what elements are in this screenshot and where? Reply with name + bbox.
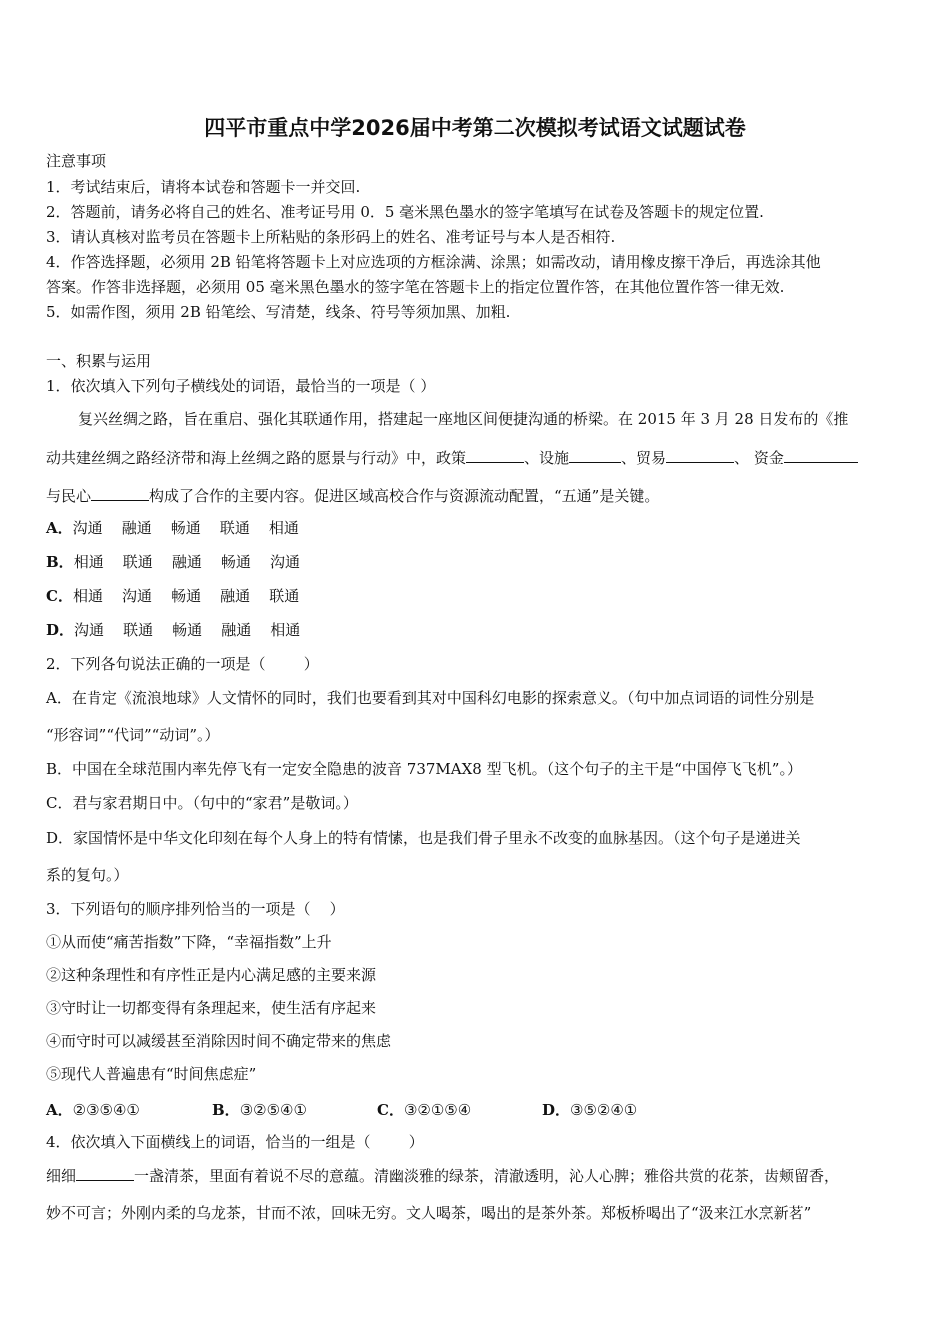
q3-item-1: ①从而使“痛苦指数”下降，“幸福指数”上升: [46, 933, 332, 951]
q1-stem: 1．依次填入下列句子横线处的词语，最恰当的一项是（ ）: [46, 377, 436, 395]
q4-stem: 4．依次填入下面横线上的词语，恰当的一组是（ ）: [46, 1133, 424, 1151]
q3-item-5: ⑤现代人普遍患有“时间焦虑症”: [46, 1065, 257, 1083]
option-text: 沟通 融通 畅通 联通 相通: [72, 519, 299, 537]
option-text: ②③⑤④①: [72, 1101, 140, 1119]
notice-item-3: 3．请认真核对监考员在答题卡上所粘贴的条形码上的姓名、准考证号与本人是否相符.: [46, 228, 616, 246]
q1-passage-line1: 复兴丝绸之路，旨在重启、强化其联通作用，搭建起一座地区间便捷沟通的桥梁。在 2015 年 3 月 28 日发布的《推: [78, 410, 849, 428]
blank-6: [76, 1166, 134, 1181]
option-letter: B．: [46, 553, 74, 571]
blank-4: [784, 448, 858, 463]
q2-option-c: C．君与家君期日中。（句中的“家君”是敬词。）: [46, 794, 358, 812]
q1-text-c: 、贸易: [621, 449, 667, 467]
q3-option-d: [542, 1099, 637, 1120]
q4-text-b: 一盏清茶，里面有着说不尽的意蕴。清幽淡雅的绿茶，清澈透明，沁人心脾；雅俗共赏的花茶，齿颊留香，: [134, 1167, 840, 1185]
blank-2: [569, 448, 621, 463]
option-letter: A．: [46, 1101, 73, 1119]
page-title: 四平市重点中学2026届中考第二次模拟考试语文试题试卷: [204, 116, 746, 140]
q1-option-c: [46, 587, 299, 605]
option-text: 沟通 联通 畅通 融通 相通: [74, 621, 301, 639]
option-letter: B．: [212, 1101, 240, 1119]
section-heading: 一、积累与运用: [46, 352, 152, 370]
option-text: 相通 沟通 畅通 融通 联通: [72, 587, 300, 605]
notice-item-4-cont: 答案。作答非选择题，必须用 05 毫米黑色墨水的签字笔在答题卡上的指定位置作答，在其他位置作答一律无效.: [46, 278, 785, 296]
q1-text-d: 、 资金: [734, 449, 784, 467]
q3-option-c: [377, 1099, 471, 1120]
option-text: ③⑤②④①: [570, 1101, 638, 1119]
option-text: 相通 联通 融通 畅通 沟通: [73, 553, 300, 571]
q4-passage-line2: 妙不可言；外刚内柔的乌龙茶，甘而不浓，回味无穷。文人喝茶，喝出的是茶外茶。郑板桥喝出了“汲来江水烹新茗”: [46, 1204, 812, 1222]
q1-option-d: [46, 621, 300, 639]
option-letter: D．: [46, 621, 75, 639]
option-letter: A．: [46, 519, 73, 537]
q2-option-d-line2: 系的复句。）: [46, 866, 129, 884]
notice-item-5: 5．如需作图，须用 2B 铅笔绘、写清楚，线条、符号等须加黑、加粗.: [46, 303, 511, 321]
notice-heading: 注意事项: [46, 152, 107, 170]
q1-option-a: [46, 519, 299, 537]
q1-option-b: [46, 553, 300, 571]
q1-text-a: 动共建丝绸之路经济带和海上丝绸之路的愿景与行动》中，政策: [46, 449, 467, 467]
option-letter: C．: [377, 1101, 404, 1119]
q4-passage-line1: [46, 1166, 839, 1185]
q3-item-2: ②这种条理性和有序性正是内心满足感的主要来源: [46, 966, 377, 984]
q3-stem: 3．下列语句的顺序排列恰当的一项是（ ）: [46, 900, 345, 918]
q3-item-3: ③守时让一切都变得有条理起来，使生活有序起来: [46, 999, 377, 1017]
q3-option-a: [46, 1099, 140, 1120]
q2-option-d-line1: D．家国情怀是中华文化印刻在每个人身上的特有情愫，也是我们骨子里永不改变的血脉基因。（这个句子是递进关: [46, 829, 801, 847]
q1-passage-line2: [46, 448, 858, 467]
option-letter: C．: [46, 587, 73, 605]
option-text: ③②①⑤④: [403, 1101, 472, 1119]
blank-1: [466, 448, 524, 463]
notice-item-2: 2．答题前，请务必将自己的姓名、准考证号用 0．5 毫米黑色墨水的签字笔填写在试卷及答题卡的规定位置.: [46, 203, 764, 221]
q1-text-b: 、设施: [524, 449, 570, 467]
q3-item-4: ④而守时可以减缓甚至消除因时间不确定带来的焦虑: [46, 1032, 392, 1050]
option-text: ③②⑤④①: [239, 1101, 307, 1119]
notice-item-1: 1．考试结束后，请将本试卷和答题卡一并交回.: [46, 178, 361, 196]
notice-item-4: 4．作答选择题，必须用 2B 铅笔将答题卡上对应选项的方框涂满、涂黑；如需改动，请用橡皮擦干净后，再选涂其他: [46, 253, 821, 271]
q1-passage-line3: [46, 486, 659, 505]
q3-option-b: [212, 1099, 307, 1120]
q2-option-a-line1: A．在肯定《流浪地球》人文情怀的同时，我们也要看到其对中国科幻电影的探索意义。（句中加点词语的词性分别是: [46, 689, 815, 707]
q2-option-b: B．中国在全球范围内率先停飞有一定安全隐患的波音 737MAX8 型飞机。（这个句子的主干是“中国停飞飞机”。）: [46, 760, 802, 778]
blank-3: [666, 448, 734, 463]
q1-text-f: 构成了合作的主要内容。促进区域高校合作与资源流动配置，“五通”是关键。: [149, 487, 660, 505]
q1-text-e: 与民心: [46, 487, 92, 505]
q4-text-a: 细细: [46, 1167, 77, 1185]
blank-5: [91, 486, 149, 501]
q2-stem: 2．下列各句说法正确的一项是（ ）: [46, 655, 319, 673]
q2-option-a-line2: “形容词”“代词”“动词”。）: [46, 726, 220, 744]
option-letter: D．: [542, 1101, 571, 1119]
